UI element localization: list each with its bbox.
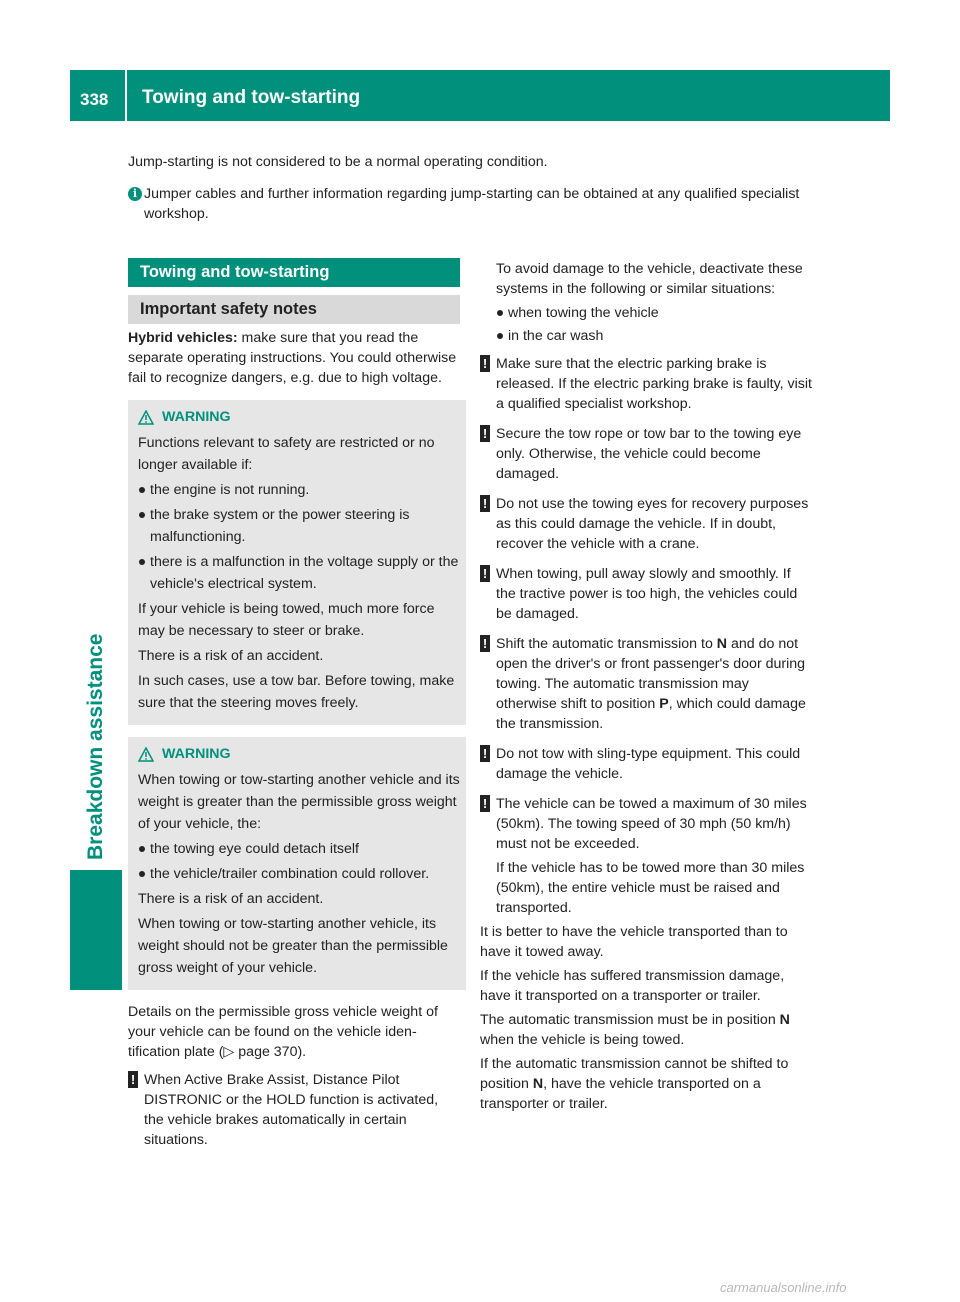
- gear-n-label: N: [532, 1076, 544, 1092]
- paragraph: [480, 1010, 812, 1050]
- note-pull-away: [480, 564, 812, 624]
- list-item: the engine is not running.: [138, 479, 460, 501]
- paragraph-text: , have the vehicle transported on a transporter or trailer.: [480, 1076, 761, 1112]
- info-note-text: Jumper cables and further information regarding jump-starting can be obtained at any qualified specialist workshop.: [144, 186, 800, 222]
- warning-box-1: [128, 400, 466, 725]
- warning-text: There is a risk of an accident.: [138, 891, 324, 907]
- exclamation-icon: !: [480, 635, 490, 652]
- warning-heading: [138, 406, 460, 428]
- note-text: Make sure that the electric parking brake is released. If the electric parking brake is faulty, visit a qualified specialist workshop.: [496, 356, 812, 412]
- note-text: Do not tow with sling-type equipment. This could damage the vehicle.: [496, 746, 801, 782]
- deactivate-block: [480, 259, 812, 346]
- paragraph: [480, 1054, 812, 1114]
- warning-label: WARNING: [162, 746, 231, 762]
- note-abs: [128, 1070, 460, 1150]
- watermark: carmanualsonline.info: [720, 1280, 847, 1295]
- intro-statement: Jump-starting is not considered to be a normal operating condition.: [128, 154, 548, 170]
- page-ref-link[interactable]: page 370).: [234, 1044, 307, 1060]
- warning-list: [138, 838, 460, 885]
- page-ref-arrow-icon: ▷: [223, 1044, 235, 1060]
- hybrid-paragraph: [128, 328, 460, 388]
- closing-paragraphs: [480, 922, 812, 1114]
- warning-box-2: [128, 737, 466, 990]
- note-parking-brake: [480, 354, 812, 414]
- chapter-label: Breakdown assistance: [84, 633, 107, 860]
- note-towing-eyes: [480, 494, 812, 554]
- exclamation-icon: !: [480, 745, 490, 762]
- hybrid-text: make sure that you read the separate operating instructions. You could otherwise fail to recognize dangers, e.g. due to high voltage.: [128, 330, 457, 386]
- exclamation-icon: !: [480, 425, 490, 442]
- warning-heading: [138, 743, 460, 765]
- header-divider: [125, 70, 127, 121]
- note-text: Do not use the towing eyes for recovery purposes as this could damage the vehicle. If in doubt, recover the vehicle with a crane.: [496, 496, 809, 552]
- note-tow-distance: [480, 794, 812, 918]
- hybrid-label: Hybrid vehicles:: [128, 330, 238, 346]
- deactivate-list: [496, 303, 812, 346]
- note-text: and do not open the driver's or front passenger's door during towing. The automatic transmission may otherwise shift to position: [496, 636, 806, 712]
- exclamation-icon: !: [480, 795, 490, 812]
- exclamation-icon: !: [128, 1071, 138, 1088]
- subsection-title: Important safety notes: [128, 295, 460, 324]
- details-paragraph: [128, 1002, 460, 1062]
- list-item: when towing the vehicle: [496, 303, 812, 323]
- note-text: If the vehicle has to be towed more than 30 miles (50km), the entire vehicle must be raised and transported.: [496, 860, 805, 916]
- warning-text: When towing or tow-starting another vehicle, its weight should not be greater than the permissible gross weight of your vehicle.: [138, 916, 448, 976]
- gear-n-label: N: [779, 1012, 790, 1028]
- warning-triangle-icon: [138, 747, 154, 762]
- list-item: in the car wash: [496, 326, 812, 346]
- list-item: the towing eye could detach itself: [138, 838, 460, 860]
- warning-triangle-icon: [138, 410, 154, 425]
- right-column: [480, 259, 812, 1118]
- warning-list: [138, 479, 460, 595]
- paragraph: If the vehicle has suffered transmission damage, have it transported on a transporter or trailer.: [480, 968, 785, 1004]
- list-item: there is a malfunction in the voltage supply or the vehicle's electrical system.: [138, 551, 460, 595]
- gear-p-label: P: [659, 696, 669, 712]
- list-item: the brake system or the power steering is malfunctioning.: [138, 504, 460, 548]
- exclamation-icon: !: [480, 495, 490, 512]
- note-text: , which could damage the transmission.: [496, 696, 806, 732]
- warning-text: If your vehicle is being towed, much more force may be necessary to steer or brake.: [138, 601, 435, 639]
- page-number: 338: [80, 90, 109, 109]
- paragraph-text: The automatic transmission must be in position: [480, 1012, 780, 1028]
- note-sling: [480, 744, 812, 784]
- paragraph-text: If the automatic transmission cannot be shifted to position: [480, 1056, 789, 1092]
- warning-text: In such cases, use a tow bar. Before towing, make sure that the steering moves freely.: [138, 673, 455, 711]
- paragraph: It is better to have the vehicle transported than to have it towed away.: [480, 924, 788, 960]
- exclamation-icon: !: [480, 565, 490, 582]
- note-text: Secure the tow rope or tow bar to the towing eye only. Otherwise, the vehicle could become damaged.: [496, 426, 802, 482]
- exclamation-icon: !: [480, 355, 490, 372]
- note-tow-rope: [480, 424, 812, 484]
- note-text: When towing, pull away slowly and smoothly. If the tractive power is too high, the vehicles could be damaged.: [496, 566, 798, 622]
- warning-intro: When towing or tow-starting another vehicle and its weight is greater than the permissible gross weight of your vehicle, the:: [138, 772, 460, 832]
- note-transmission: [480, 634, 812, 734]
- warning-label: WARNING: [162, 409, 231, 425]
- intro-section: [128, 152, 818, 224]
- section-title: Towing and tow-starting: [128, 258, 460, 287]
- info-note: [128, 184, 818, 224]
- info-icon: i: [128, 187, 142, 201]
- deactivate-intro: To avoid damage to the vehicle, deactivate these systems in the following or similar situations:: [496, 261, 803, 297]
- page-title: Towing and tow-starting: [142, 87, 361, 108]
- warning-text: There is a risk of an accident.: [138, 648, 324, 664]
- warning-intro: Functions relevant to safety are restricted or no longer available if:: [138, 435, 435, 473]
- left-column: [128, 258, 460, 1160]
- gear-n-label: N: [716, 636, 728, 652]
- list-item: the vehicle/trailer combination could rollover.: [138, 863, 460, 885]
- chapter-tab: [70, 870, 122, 990]
- note-text: The vehicle can be towed a maximum of 30 miles (50km). The towing speed of 30 mph (50 km/h) must not be exceeded.: [496, 796, 807, 852]
- note-text: Shift the automatic transmission to: [496, 636, 717, 652]
- paragraph-text: when the vehicle is being towed.: [480, 1032, 685, 1048]
- details-text: Details on the permissible gross vehicle weight of your vehicle can be found on the vehicle identification plate (: [128, 1004, 438, 1060]
- page-header: [70, 70, 890, 121]
- note-text: When Active Brake Assist, Distance Pilot DISTRONIC or the HOLD function is activated, the vehicle brakes automatically in certain situations.: [144, 1072, 439, 1148]
